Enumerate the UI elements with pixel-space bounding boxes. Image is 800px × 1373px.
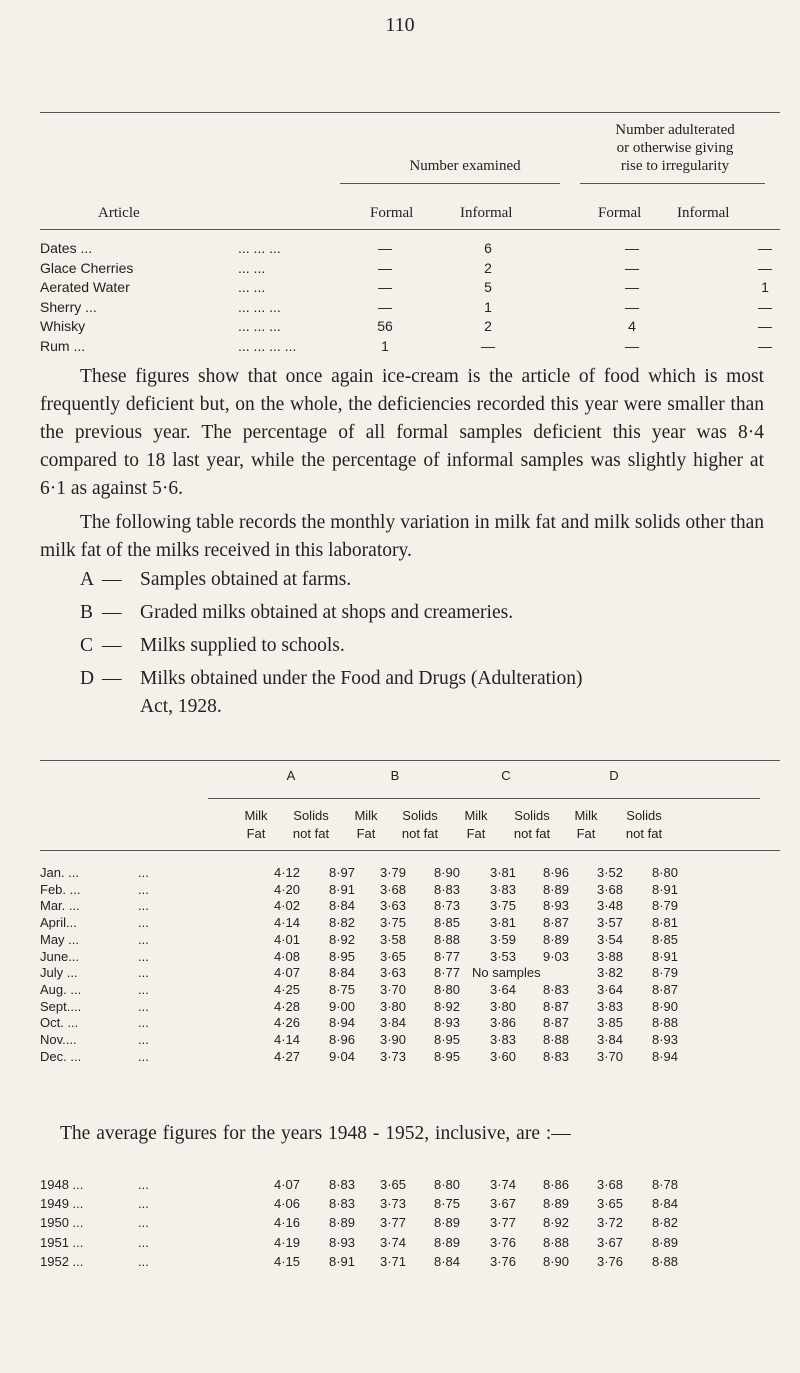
value-cell: 4·08 xyxy=(273,948,300,964)
value-cell: 8·87 xyxy=(651,981,678,997)
value-cell: 3·59 xyxy=(489,931,516,947)
group-header-c: C xyxy=(501,768,511,783)
value-cell: 3·70 xyxy=(596,1048,623,1064)
value-cell: 8·88 xyxy=(651,1253,678,1269)
leader-dots: ... xyxy=(138,1177,149,1192)
value-cell: 8·94 xyxy=(328,1015,355,1031)
value-cell: 8·82 xyxy=(651,1215,678,1231)
value-cell: 8·88 xyxy=(651,1015,678,1031)
adulterated-informal-cell: — xyxy=(758,259,772,276)
leader-dots: ... xyxy=(138,1048,149,1064)
value-cell: 8·89 xyxy=(542,881,569,897)
adulterated-formal-cell: — xyxy=(625,279,639,295)
value-cell: 8·93 xyxy=(433,1015,460,1031)
value-cell: 8·77 xyxy=(433,965,460,981)
value-cell: 8·96 xyxy=(328,1032,355,1047)
value-cell: 3·65 xyxy=(379,1177,406,1192)
column-header-sub: Fat xyxy=(576,826,596,841)
table1-header-rule xyxy=(40,229,780,230)
value-cell: 8·90 xyxy=(651,998,678,1014)
column-header: Milk xyxy=(464,808,488,823)
table-row xyxy=(40,1049,780,1067)
value-cell: 8·83 xyxy=(328,1196,355,1212)
value-cell: 8·93 xyxy=(651,1032,678,1047)
row-label: 1951 ... xyxy=(40,1234,84,1250)
value-cell: 8·87 xyxy=(542,915,569,931)
column-header-sub: not fat xyxy=(513,826,551,841)
value-cell: 8·89 xyxy=(433,1234,460,1250)
value-cell: 4·28 xyxy=(273,998,300,1014)
value-cell: 3·65 xyxy=(596,1196,623,1212)
value-cell: 4·20 xyxy=(273,881,300,897)
column-header: Solids xyxy=(293,808,329,823)
column-header-sub: not fat xyxy=(292,826,330,841)
leader-dots: ... xyxy=(138,915,149,931)
dots: ... ... ... xyxy=(238,318,281,334)
value-cell: 8·90 xyxy=(542,1253,569,1269)
row-label: June... xyxy=(40,948,80,964)
value-cell: 4·07 xyxy=(273,965,300,981)
article: Dates ... xyxy=(40,240,93,256)
value-cell: 9·00 xyxy=(328,998,355,1014)
value-cell: 8·91 xyxy=(328,881,355,897)
value-cell: 8·89 xyxy=(542,1196,569,1212)
value-cell: 8·89 xyxy=(433,1215,460,1231)
value-cell: 3·48 xyxy=(596,898,623,914)
column-header: Solids xyxy=(514,808,550,823)
value-cell: 3·80 xyxy=(489,998,516,1014)
value-cell: 3·52 xyxy=(596,865,623,880)
value-cell: 8·88 xyxy=(542,1032,569,1047)
adulterated-informal-cell: — xyxy=(758,337,772,354)
column-header: Solids xyxy=(402,808,438,823)
value-cell: 3·80 xyxy=(379,998,406,1014)
examined-formal-cell: — xyxy=(378,298,392,315)
value-cell: 4·19 xyxy=(273,1234,300,1250)
value-cell: 8·75 xyxy=(433,1196,460,1212)
value-cell: 8·87 xyxy=(542,998,569,1014)
row-label: April... xyxy=(40,915,77,931)
column-header-sub: not fat xyxy=(625,826,663,841)
value-cell: 8·85 xyxy=(433,915,460,931)
adulterated-formal-cell: 4 xyxy=(628,318,636,334)
table-row xyxy=(40,338,780,358)
row-label: Feb. ... xyxy=(40,881,81,897)
adulterated-header-line1: Number adulterated xyxy=(615,122,735,138)
value-cell: 3·81 xyxy=(489,865,516,880)
examined-formal-cell: — xyxy=(378,240,392,256)
value-cell: 3·63 xyxy=(379,965,406,981)
value-cell: 3·76 xyxy=(489,1234,516,1250)
adulterated-formal-cell: — xyxy=(625,240,639,256)
row-label: July ... xyxy=(40,965,78,981)
examined-formal-cell: 1 xyxy=(381,337,389,354)
leader-dots: ... xyxy=(138,898,149,914)
table-row xyxy=(40,865,780,883)
value-cell: 3·83 xyxy=(489,881,516,897)
value-cell: 8·83 xyxy=(542,1048,569,1064)
value-cell: 4·06 xyxy=(273,1196,300,1212)
paragraph-2: The following table records the monthly variation in milk fat and milk solids other than milk fat of the milks received in this laboratory. xyxy=(40,512,764,561)
value-cell: 4·01 xyxy=(273,931,300,947)
value-cell: 3·53 xyxy=(489,948,516,964)
leader-dots: ... xyxy=(138,1196,149,1212)
row-label: Mar. ... xyxy=(40,898,80,914)
value-cell: 3·58 xyxy=(379,931,406,947)
column-header-sub: Fat xyxy=(466,826,486,841)
table-row xyxy=(40,299,780,319)
adulterated-rule xyxy=(580,183,765,184)
table-row xyxy=(40,1015,780,1033)
examined-informal-cell: 2 xyxy=(484,318,492,334)
table-row xyxy=(40,965,780,983)
leader-dots: ... xyxy=(138,981,149,997)
value-cell: 8·77 xyxy=(433,948,460,964)
value-cell: 8·91 xyxy=(651,881,678,897)
table1-top-rule xyxy=(40,112,780,113)
dots: ... ... ... xyxy=(238,240,281,256)
value-cell: 3·67 xyxy=(489,1196,516,1212)
dots: ... ... ... ... xyxy=(238,337,297,354)
value-cell: 8·84 xyxy=(328,965,355,981)
article-header: Article xyxy=(98,205,140,221)
value-cell: 8·95 xyxy=(328,948,355,964)
value-cell: 4·25 xyxy=(273,981,300,997)
value-cell: 4·12 xyxy=(273,865,300,880)
table-row xyxy=(40,999,780,1017)
table2-group-rule xyxy=(208,798,760,799)
value-cell: 8·73 xyxy=(433,898,460,914)
adulterated-informal-cell: — xyxy=(758,318,772,334)
dots: ... ... xyxy=(238,259,266,276)
article: Aerated Water xyxy=(40,279,130,295)
leader-dots: ... xyxy=(138,948,149,964)
value-cell: 3·81 xyxy=(489,915,516,931)
examined-informal-cell: 5 xyxy=(484,279,492,295)
value-cell: 8·81 xyxy=(651,915,678,931)
value-cell: 3·70 xyxy=(379,981,406,997)
value-cell: 3·68 xyxy=(596,1177,623,1192)
row-label: Aug. ... xyxy=(40,981,82,997)
value-cell: 8·93 xyxy=(328,1234,355,1250)
leader-dots: ... xyxy=(138,965,149,981)
value-cell: 3·67 xyxy=(596,1234,623,1250)
value-cell: 8·83 xyxy=(433,881,460,897)
value-cell: 3·84 xyxy=(596,1032,623,1047)
averages-intro: The average figures for the years 1948 - 1952, inclusive, are :— xyxy=(60,1123,571,1144)
adulterated-informal-cell: — xyxy=(758,240,772,256)
examined-informal-header: Informal xyxy=(460,205,513,221)
column-header: Milk xyxy=(354,808,378,823)
examined-header: Number examined xyxy=(409,158,521,174)
value-cell: 8·85 xyxy=(651,931,678,947)
value-cell: 3·84 xyxy=(379,1015,406,1031)
value-cell: 8·78 xyxy=(651,1177,678,1192)
value-cell: 3·73 xyxy=(379,1196,406,1212)
adulterated-formal-header: Formal xyxy=(598,205,642,221)
dots: ... ... xyxy=(238,279,266,295)
value-cell: 8·92 xyxy=(328,931,355,947)
adulterated-informal-cell: — xyxy=(758,298,772,315)
value-cell: 8·95 xyxy=(433,1048,460,1064)
paragraph-1: These figures show that once again ice-cream is the article of food which is most frequently deficient but, on the whole, the deficiencies recorded this year were smaller than the previous year. The percentage of all formal samples deficient this year was 8·4 compared to 18 last year, while the percentage of informal samples was slightly higher at 6·1 as against 5·6. xyxy=(40,366,764,499)
value-cell: 3·72 xyxy=(596,1215,623,1231)
table-row xyxy=(40,882,780,900)
row-label: 1948 ... xyxy=(40,1177,84,1192)
value-cell: 3·74 xyxy=(379,1234,406,1250)
leader-dots: ... xyxy=(138,1215,149,1231)
value-cell: 8·93 xyxy=(542,898,569,914)
table-row xyxy=(40,260,780,280)
table-row xyxy=(40,982,780,1000)
value-cell: 8·84 xyxy=(651,1196,678,1212)
article: Glace Cherries xyxy=(40,259,134,276)
adulterated-formal-cell: — xyxy=(625,337,639,354)
value-cell: 3·64 xyxy=(596,981,623,997)
table2-top-rule xyxy=(40,760,780,761)
table-row xyxy=(40,1177,780,1195)
value-cell: 3·74 xyxy=(489,1177,516,1192)
value-cell: 8·97 xyxy=(328,865,355,880)
leader-dots: ... xyxy=(138,1015,149,1031)
group-header-b: B xyxy=(390,768,400,783)
row-label: Nov.... xyxy=(40,1032,77,1047)
value-cell: 8·89 xyxy=(542,931,569,947)
value-cell: 3·76 xyxy=(596,1253,623,1269)
value-cell: 3·71 xyxy=(379,1253,406,1269)
value-cell: 9·03 xyxy=(542,948,569,964)
adulterated-formal-cell: — xyxy=(625,259,639,276)
value-cell: 8·75 xyxy=(328,981,355,997)
value-cell: 3·76 xyxy=(489,1253,516,1269)
table-row xyxy=(40,1196,780,1214)
value-cell: 8·88 xyxy=(433,931,460,947)
value-cell: 4·16 xyxy=(273,1215,300,1231)
value-cell: 3·65 xyxy=(379,948,406,964)
value-cell: 8·80 xyxy=(651,865,678,880)
value-cell: 3·77 xyxy=(379,1215,406,1231)
adulterated-formal-cell: — xyxy=(625,298,639,315)
column-header-sub: Fat xyxy=(246,826,266,841)
value-cell: 4·14 xyxy=(273,915,300,931)
value-cell: 3·85 xyxy=(596,1015,623,1031)
value-cell: 3·75 xyxy=(489,898,516,914)
table-row xyxy=(40,240,780,260)
value-cell: 8·84 xyxy=(433,1253,460,1269)
value-cell: 8·82 xyxy=(328,915,355,931)
table2-header-rule xyxy=(40,850,780,851)
value-cell: 8·84 xyxy=(328,898,355,914)
examined-informal-cell: 1 xyxy=(484,298,492,315)
leader-dots: ... xyxy=(138,1253,149,1269)
row-label: Sept.... xyxy=(40,998,82,1014)
row-label: Dec. ... xyxy=(40,1048,82,1064)
table-row xyxy=(40,279,780,299)
leader-dots: ... xyxy=(138,998,149,1014)
value-cell: 3·79 xyxy=(379,865,406,880)
examined-formal-header: Formal xyxy=(370,205,414,221)
leader-dots: ... xyxy=(138,931,149,947)
examined-formal-cell: — xyxy=(378,279,392,295)
leader-dots: ... xyxy=(138,1234,149,1250)
row-label: 1952 ... xyxy=(40,1253,84,1269)
value-cell: 4·14 xyxy=(273,1032,300,1047)
value-cell: 8·94 xyxy=(651,1048,678,1064)
value-cell: 3·77 xyxy=(489,1215,516,1231)
value-cell: 3·83 xyxy=(596,998,623,1014)
row-label: Oct. ... xyxy=(40,1015,79,1031)
column-header-sub: Fat xyxy=(356,826,376,841)
value-cell: 3·54 xyxy=(596,931,623,947)
value-cell: 8·91 xyxy=(328,1253,355,1269)
examined-rule xyxy=(340,183,560,184)
value-cell: 8·92 xyxy=(433,998,460,1014)
dots: ... ... ... xyxy=(238,298,281,315)
value-cell: 3·57 xyxy=(596,915,623,931)
value-cell: 8·89 xyxy=(328,1215,355,1231)
table-row xyxy=(40,898,780,916)
value-cell: 8·79 xyxy=(651,965,678,981)
adulterated-informal-cell: 1 xyxy=(761,279,769,295)
group-header-d: D xyxy=(609,768,619,783)
value-cell: 8·86 xyxy=(542,1177,569,1192)
value-cell: 3·82 xyxy=(596,965,623,981)
adulterated-header-line2: or otherwise giving xyxy=(616,140,734,156)
value-cell: 3·68 xyxy=(596,881,623,897)
column-header: Milk xyxy=(574,808,598,823)
value-cell: 4·07 xyxy=(273,1177,300,1192)
table-row xyxy=(40,949,780,967)
table-row xyxy=(40,1235,780,1253)
page-number: 110 xyxy=(385,14,415,36)
value-cell: 8·79 xyxy=(651,898,678,914)
row-label: 1950 ... xyxy=(40,1215,84,1231)
group-header-a: A xyxy=(286,768,296,783)
adulterated-informal-header: Informal xyxy=(677,205,730,221)
value-cell: 8·92 xyxy=(542,1215,569,1231)
value-cell: 4·26 xyxy=(273,1015,300,1031)
leader-dots: ... xyxy=(138,881,149,897)
value-cell: 3·60 xyxy=(489,1048,516,1064)
examined-informal-cell: 2 xyxy=(484,259,492,276)
value-cell: 3·75 xyxy=(379,915,406,931)
no-samples-note: No samples xyxy=(472,965,541,981)
value-cell: 8·88 xyxy=(542,1234,569,1250)
value-cell: 3·90 xyxy=(379,1032,406,1047)
value-cell: 8·96 xyxy=(542,865,569,880)
value-cell: 3·64 xyxy=(489,981,516,997)
article: Rum ... xyxy=(40,337,86,354)
value-cell: 4·15 xyxy=(273,1253,300,1269)
column-header: Solids xyxy=(626,808,662,823)
table-row xyxy=(40,1215,780,1233)
article: Sherry ... xyxy=(40,298,97,315)
examined-informal-cell: 6 xyxy=(484,240,492,256)
column-header: Milk xyxy=(244,808,268,823)
row-label: May ... xyxy=(40,931,80,947)
table-row xyxy=(40,915,780,933)
adulterated-header-line3: rise to irregularity xyxy=(620,158,730,174)
value-cell: 8·83 xyxy=(542,981,569,997)
value-cell: 3·83 xyxy=(489,1032,516,1047)
value-cell: 8·95 xyxy=(433,1032,460,1047)
value-cell: 8·90 xyxy=(433,865,460,880)
table-row xyxy=(40,1032,780,1050)
row-label: Jan. ... xyxy=(40,865,80,880)
table-row xyxy=(40,932,780,950)
value-cell: 8·89 xyxy=(651,1234,678,1250)
examined-formal-cell: — xyxy=(378,259,392,276)
article: Whisky xyxy=(40,318,86,334)
table-row xyxy=(40,318,780,338)
value-cell: 4·27 xyxy=(273,1048,300,1064)
value-cell: 9·04 xyxy=(328,1048,355,1064)
column-header-sub: not fat xyxy=(401,826,439,841)
value-cell: 8·91 xyxy=(651,948,678,964)
value-cell: 3·86 xyxy=(489,1015,516,1031)
leader-dots: ... xyxy=(138,865,149,880)
row-label: 1949 ... xyxy=(40,1196,84,1212)
value-cell: 3·63 xyxy=(379,898,406,914)
body-text xyxy=(40,363,764,565)
value-cell: 8·80 xyxy=(433,1177,460,1192)
examined-formal-cell: 56 xyxy=(377,318,393,334)
leader-dots: ... xyxy=(138,1032,149,1047)
value-cell: 3·68 xyxy=(379,881,406,897)
value-cell: 8·80 xyxy=(433,981,460,997)
value-cell: 8·87 xyxy=(542,1015,569,1031)
examined-informal-cell: — xyxy=(481,337,495,354)
value-cell: 3·88 xyxy=(596,948,623,964)
value-cell: 4·02 xyxy=(273,898,300,914)
value-cell: 8·83 xyxy=(328,1177,355,1192)
value-cell: 3·73 xyxy=(379,1048,406,1064)
table-row xyxy=(40,1254,780,1272)
